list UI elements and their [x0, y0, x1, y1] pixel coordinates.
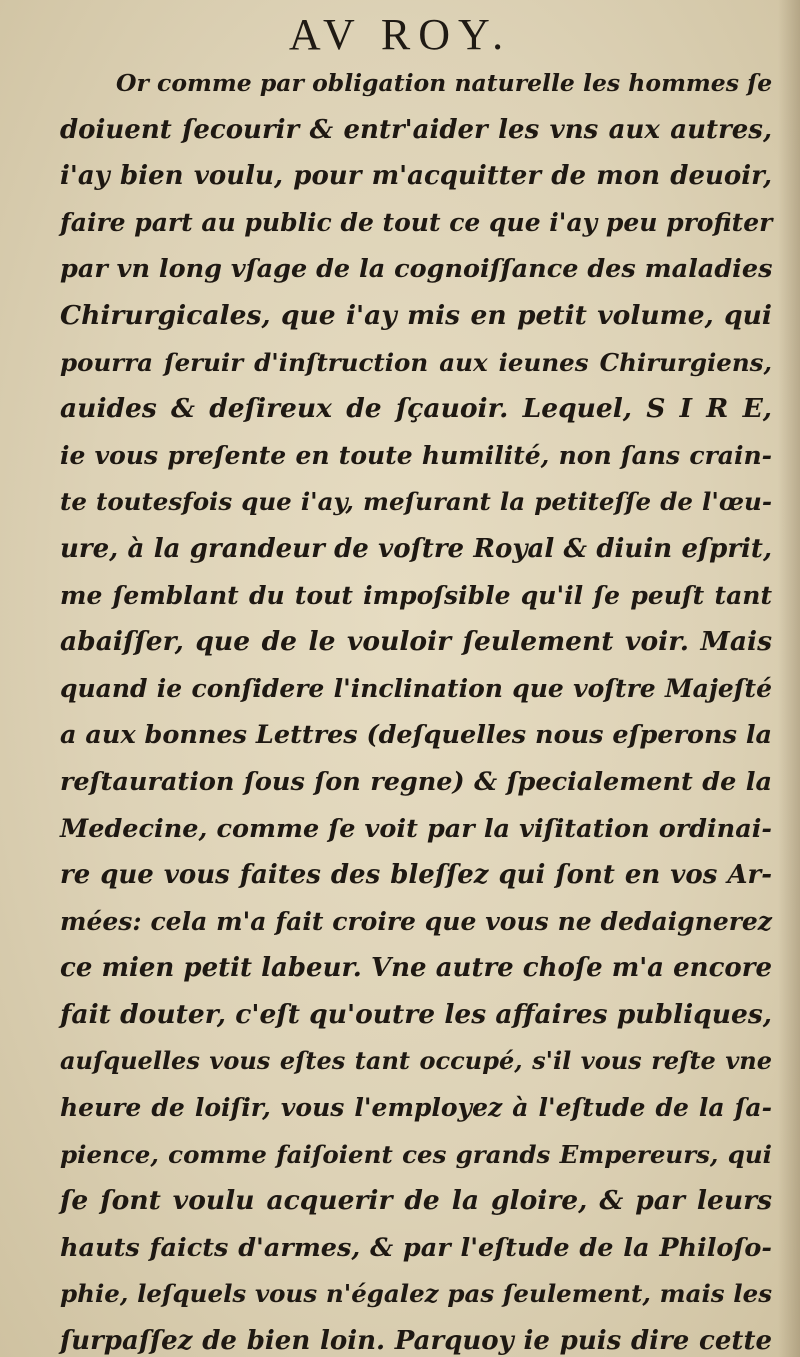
text-line: ie vous preſente en toute humilité, non ſans crain-: [60, 440, 772, 470]
text-line: doiuent ſecourir & entr'aider les vns aux autres,: [60, 114, 772, 145]
text-line: a aux bonnes Lettres (deſquelles nous eſperons la: [60, 720, 773, 751]
running-head: AV ROY.: [288, 10, 512, 59]
text-line: re que vous faites des bleſſez qui ſont en vos Ar-: [60, 860, 772, 891]
text-line: ſurpaſſez de bien loin. Parquoy ie puis dire cette: [60, 1326, 772, 1357]
text-line: phie, leſquels vous n'égalez pas ſeulement, mais les: [60, 1279, 772, 1309]
text-line: pourra ſeruir d'inſtruction aux ieunes Chirurgiens,: [60, 347, 772, 377]
text-line: abaiſſer, que de le vouloir ſeulement voir. Mais: [60, 626, 772, 658]
body-text: [60, 60, 772, 1357]
text-line: mées: cela m'a fait croire que vous ne dedaignerez: [60, 906, 772, 936]
text-line: te toutesfois que i'ay, meſurant la petiteſſe de l'œu-: [60, 487, 772, 517]
text-line: hauts faicts d'armes, & par l'eſtude de la Philoſo-: [60, 1232, 772, 1263]
text-line: Or comme par obligation naturelle les hommes ſe: [116, 69, 773, 97]
page-edge-shadow: [778, 0, 800, 1357]
text-line: auſquelles vous eſtes tant occupé, s'il vous reſte vne: [60, 1046, 772, 1076]
text-line: ce mien petit labeur. Vne autre choſe m'a encore: [60, 953, 772, 984]
text-line: reſtauration ſous ſon regne) & ſpecialement de la: [60, 766, 772, 797]
text-line: faire part au public de tout ce que i'ay peu profiter: [60, 207, 773, 237]
text-line: pience, comme faiſoient ces grands Empereurs, qui: [60, 1139, 772, 1169]
text-line: ure, à la grandeur de voſtre Royal & diuin eſprit,: [60, 533, 772, 564]
text-line: i'ay bien voulu, pour m'acquitter de mon deuoir,: [60, 161, 772, 192]
text-line: fait douter, c'eſt qu'outre les affaires publiques,: [60, 998, 772, 1030]
text-line: auides & deſireux de ſçauoir. Lequel, S I R E,: [60, 393, 772, 425]
text-line: ſe ſont voulu acquerir de la gloire, & par leurs: [60, 1185, 772, 1217]
text-line: Medecine, comme ſe voit par la viſitation ordinai-: [60, 813, 772, 844]
text-line: quand ie conſidere l'inclination que voſtre Majeſté: [60, 673, 772, 703]
text-line: me ſemblant du tout impoſsible qu'il ſe peuſt tant: [60, 580, 772, 610]
text-line: heure de loiſir, vous l'employez à l'eſtude de la ſa-: [60, 1093, 772, 1123]
text-line: par vn long vſage de la cognoiſſance des maladies: [60, 254, 773, 285]
text-line: Chirurgicales, que i'ay mis en petit volume, qui: [60, 299, 772, 331]
